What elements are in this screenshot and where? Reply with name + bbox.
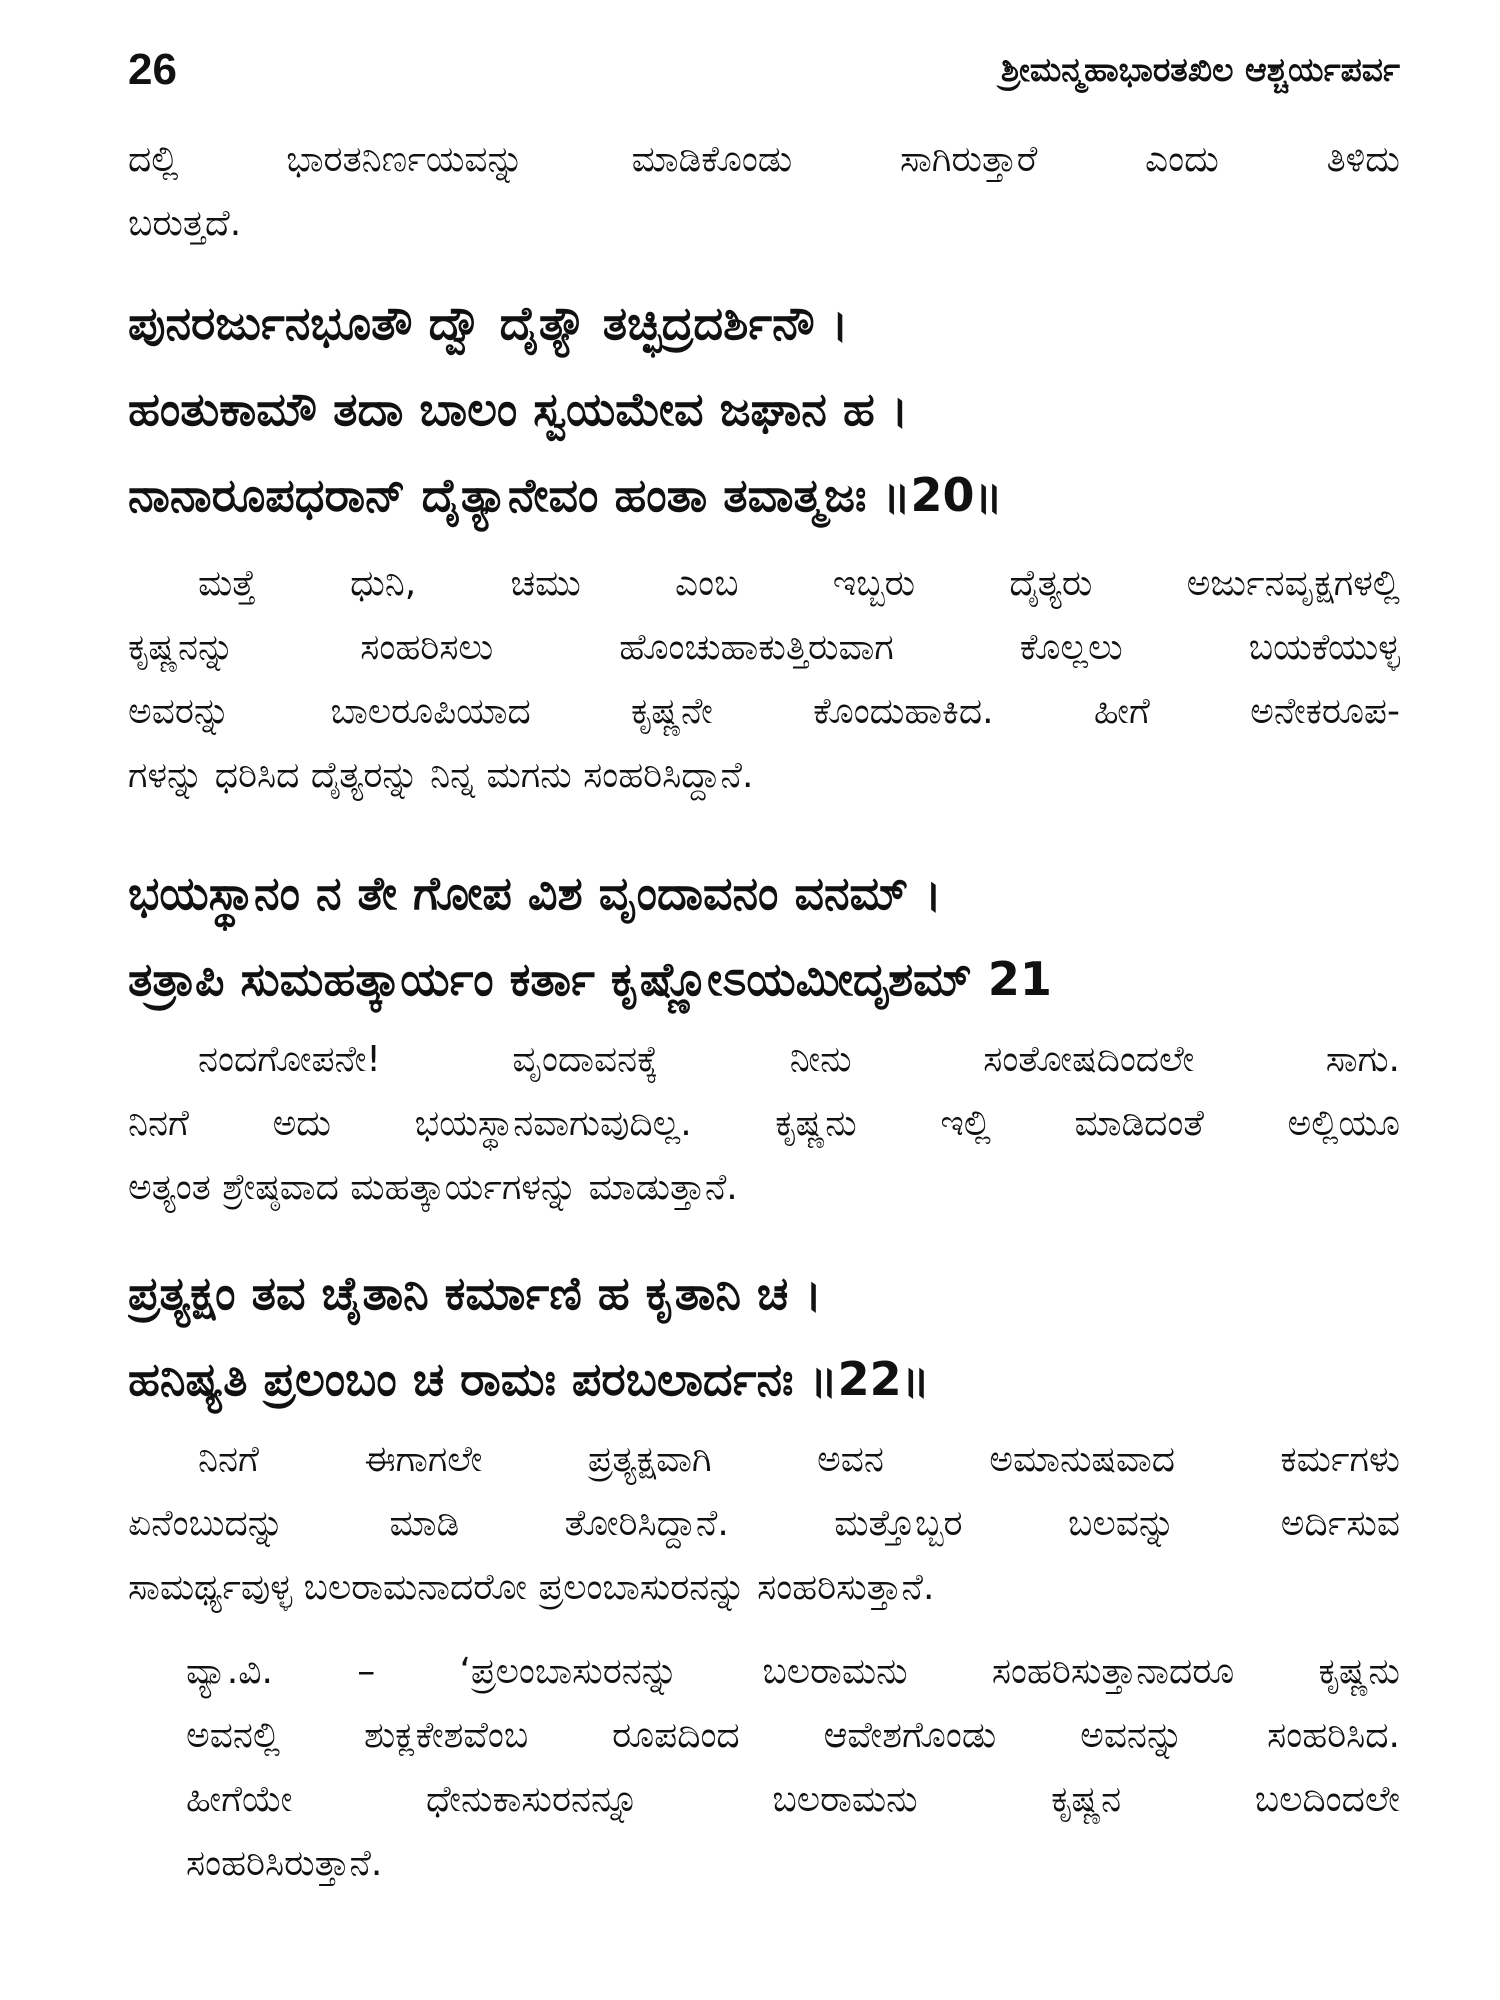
text-line: ಹೀಗೆಯೇ ಧೇನುಕಾಸುರನನ್ನೂ ಬಲರಾಮನು ಕೃಷ್ಣನ ಬಲದಿಂದಲೇ: [186, 1779, 1400, 1820]
text-line: ದಲ್ಲಿ ಭಾರತನಿರ್ಣಯವನ್ನು ಮಾಡಿಕೊಂಡು ಸಾಗಿರುತ್ತಾರೆ ಎಂದು ತಿಳಿದು: [128, 139, 1400, 180]
intro-paragraph: [128, 128, 1400, 256]
text-line: ಸಾಮರ್ಥ್ಯವುಳ್ಳ ಬಲರಾಮನಾದರೋ ಪ್ರಲಂಬಾಸುರನನ್ನು ಸಂಹರಿಸುತ್ತಾನೆ.: [128, 1567, 935, 1608]
text-line: ಮತ್ತೆ ಧುನಿ, ಚಮು ಎಂಬ ಇಬ್ಬರು ದೈತ್ಯರು ಅರ್ಜುನವೃಕ್ಷಗಳಲ್ಲಿ: [198, 563, 1400, 604]
verse-line: ಪುನರರ್ಜುನಭೂತೌ ದ್ವೌ ದೈತ್ಯೌ ತಚ್ಛಿದ್ರದರ್ಶಿನೌ ।: [128, 296, 849, 350]
running-title: ಶ್ರೀಮನ್ಮಹಾಭಾರತಖಿಲ ಆಶ್ಚರ್ಯಪರ್ವ: [1000, 50, 1400, 89]
verse-line: ತತ್ರಾಪಿ ಸುಮಹತ್ಕಾರ್ಯಂ ಕರ್ತಾ ಕೃಷ್ಣೋಽಯಮೀದೃಶಮ್ 21: [128, 952, 1052, 1006]
text-line: ಅತ್ಯಂತ ಶ್ರೇಷ್ಠವಾದ ಮಹತ್ಕಾರ್ಯಗಳನ್ನು ಮಾಡುತ್ತಾನೆ.: [128, 1167, 738, 1208]
page-header: [128, 40, 1400, 110]
commentary-note: [128, 1640, 1400, 1896]
verse-line: ಹನಿಷ್ಯತಿ ಪ್ರಲಂಬಂ ಚ ರಾಮಃ ಪರಬಲಾರ್ದನಃ ॥22॥: [128, 1352, 930, 1406]
text-line: ಏನೆಂಬುದನ್ನು ಮಾಡಿ ತೋರಿಸಿದ್ದಾನೆ. ಮತ್ತೊಬ್ಬರ ಬಲವನ್ನು ಅರ್ದಿಸುವ: [128, 1503, 1400, 1544]
text-line: ನಿನಗೆ ಈಗಾಗಲೇ ಪ್ರತ್ಯಕ್ಷವಾಗಿ ಅವನ ಅಮಾನುಷವಾದ ಕರ್ಮಗಳು: [198, 1439, 1400, 1480]
text-line: ಬರುತ್ತದೆ.: [128, 203, 242, 244]
text-line: ಕೃಷ್ಣನನ್ನು ಸಂಹರಿಸಲು ಹೊಂಚುಹಾಕುತ್ತಿರುವಾಗ ಕೊಲ್ಲಲು ಬಯಕೆಯುಳ್ಳ: [128, 627, 1400, 668]
translation-21: [128, 1028, 1400, 1220]
text-line: ಅವರನ್ನು ಬಾಲರೂಪಿಯಾದ ಕೃಷ್ಣನೇ ಕೊಂದುಹಾಕಿದ. ಹೀಗೆ ಅನೇಕರೂಪ-: [128, 691, 1400, 732]
translation-22: [128, 1428, 1400, 1620]
verse-line: ಹಂತುಕಾಮೌ ತದಾ ಬಾಲಂ ಸ್ವಯಮೇವ ಜಘಾನ ಹ ।: [128, 382, 909, 436]
verse-20: [128, 280, 1400, 538]
page-number: 26: [128, 45, 177, 94]
text-line: ಅವನಲ್ಲಿ ಶುಕ್ಲಕೇಶವೆಂಬ ರೂಪದಿಂದ ಆವೇಶಗೊಂಡು ಅವನನ್ನು ಸಂಹರಿಸಿದ.: [186, 1715, 1400, 1756]
text-line: ಸಂಹರಿಸಿರುತ್ತಾನೆ.: [186, 1843, 383, 1884]
text-line: ಗಳನ್ನು ಧರಿಸಿದ ದೈತ್ಯರನ್ನು ನಿನ್ನ ಮಗನು ಸಂಹರಿಸಿದ್ದಾನೆ.: [128, 755, 754, 796]
verse-line: ನಾನಾರೂಪಧರಾನ್ ದೈತ್ಯಾನೇವಂ ಹಂತಾ ತವಾತ್ಮಜಃ ॥20॥: [128, 468, 1003, 522]
verse-line: ಭಯಸ್ಥಾನಂ ನ ತೇ ಗೋಪ ವಿಶ ವೃಂದಾವನಂ ವನಮ್ ।: [128, 866, 942, 920]
translation-20: [128, 552, 1400, 808]
verse-21: [128, 850, 1400, 1022]
text-line: ನಂದಗೋಪನೇ! ವೃಂದಾವನಕ್ಕೆ ನೀನು ಸಂತೋಷದಿಂದಲೇ ಸಾಗು.: [198, 1039, 1400, 1080]
verse-line: ಪ್ರತ್ಯಕ್ಷಂ ತವ ಚೈತಾನಿ ಕರ್ಮಾಣಿ ಹ ಕೃತಾನಿ ಚ ।: [128, 1266, 822, 1320]
verse-22: [128, 1250, 1400, 1422]
text-line: ನಿನಗೆ ಅದು ಭಯಸ್ಥಾನವಾಗುವುದಿಲ್ಲ. ಕೃಷ್ಣನು ಇಲ್ಲಿ ಮಾಡಿದಂತೆ ಅಲ್ಲಿಯೂ: [128, 1103, 1400, 1144]
text-line: ವ್ಯಾ.ವಿ. – ‘ಪ್ರಲಂಬಾಸುರನನ್ನು ಬಲರಾಮನು ಸಂಹರಿಸುತ್ತಾನಾದರೂ ಕೃಷ್ಣನು: [186, 1651, 1400, 1692]
